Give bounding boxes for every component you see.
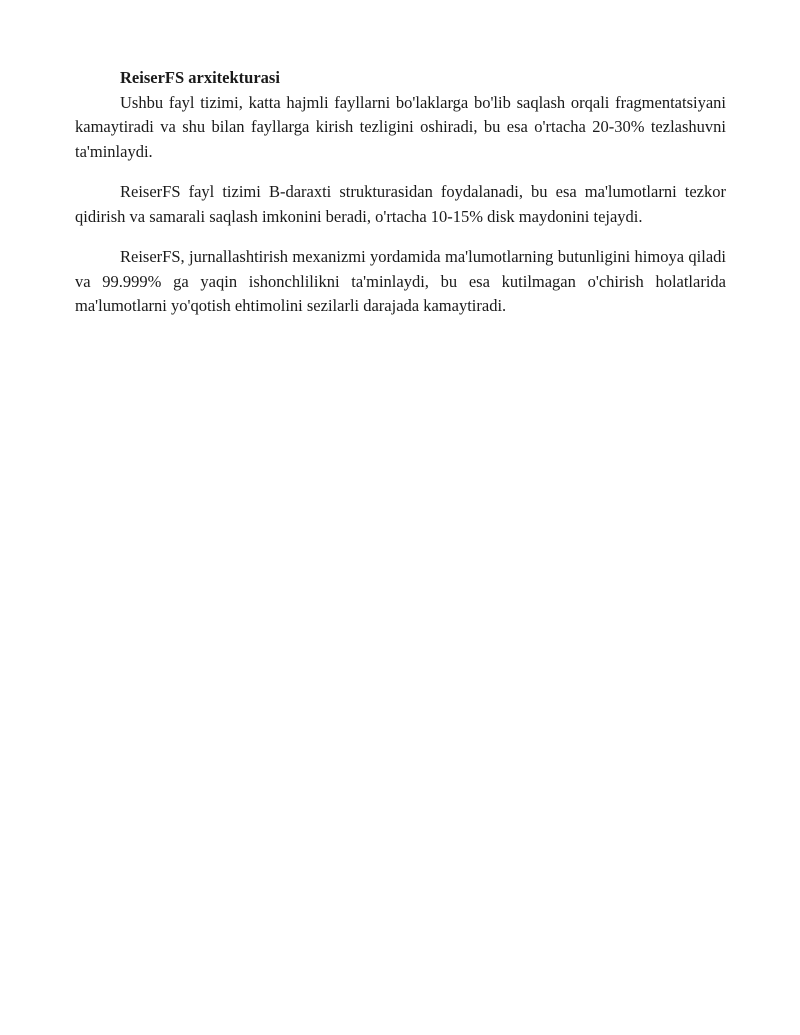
paragraph-2: ReiserFS fayl tizimi B-daraxti strukturasidan foydalanadi, bu esa ma'lumotlarni tezkor qidirish va samarali saqlash imkonini beradi, o'rtacha 10-15% disk maydonini tejaydi. [75, 182, 726, 226]
document-body [75, 66, 726, 335]
section-heading: ReiserFS arxitekturasi [120, 68, 280, 87]
paragraph-1: Ushbu fayl tizimi, katta hajmli fayllarni bo'laklarga bo'lib saqlash orqali fragmentatsiyani kamaytiradi va shu bilan fayllarga kirish tezligini oshiradi, bu esa o'rtacha 20-30% tezlashuvni ta'minlaydi. [75, 92, 726, 161]
paragraph-3: ReiserFS, jurnallashtirish mexanizmi yordamida ma'lumotlarning butunligini himoya qiladi va 99.999% ga yaqin ishonchlilikni ta'minlaydi, bu esa kutilmagan o'chirish holatlarida ma'lumotlarni yo'qotish ehtimolini sezilarli darajada kamaytiradi. [75, 247, 726, 315]
